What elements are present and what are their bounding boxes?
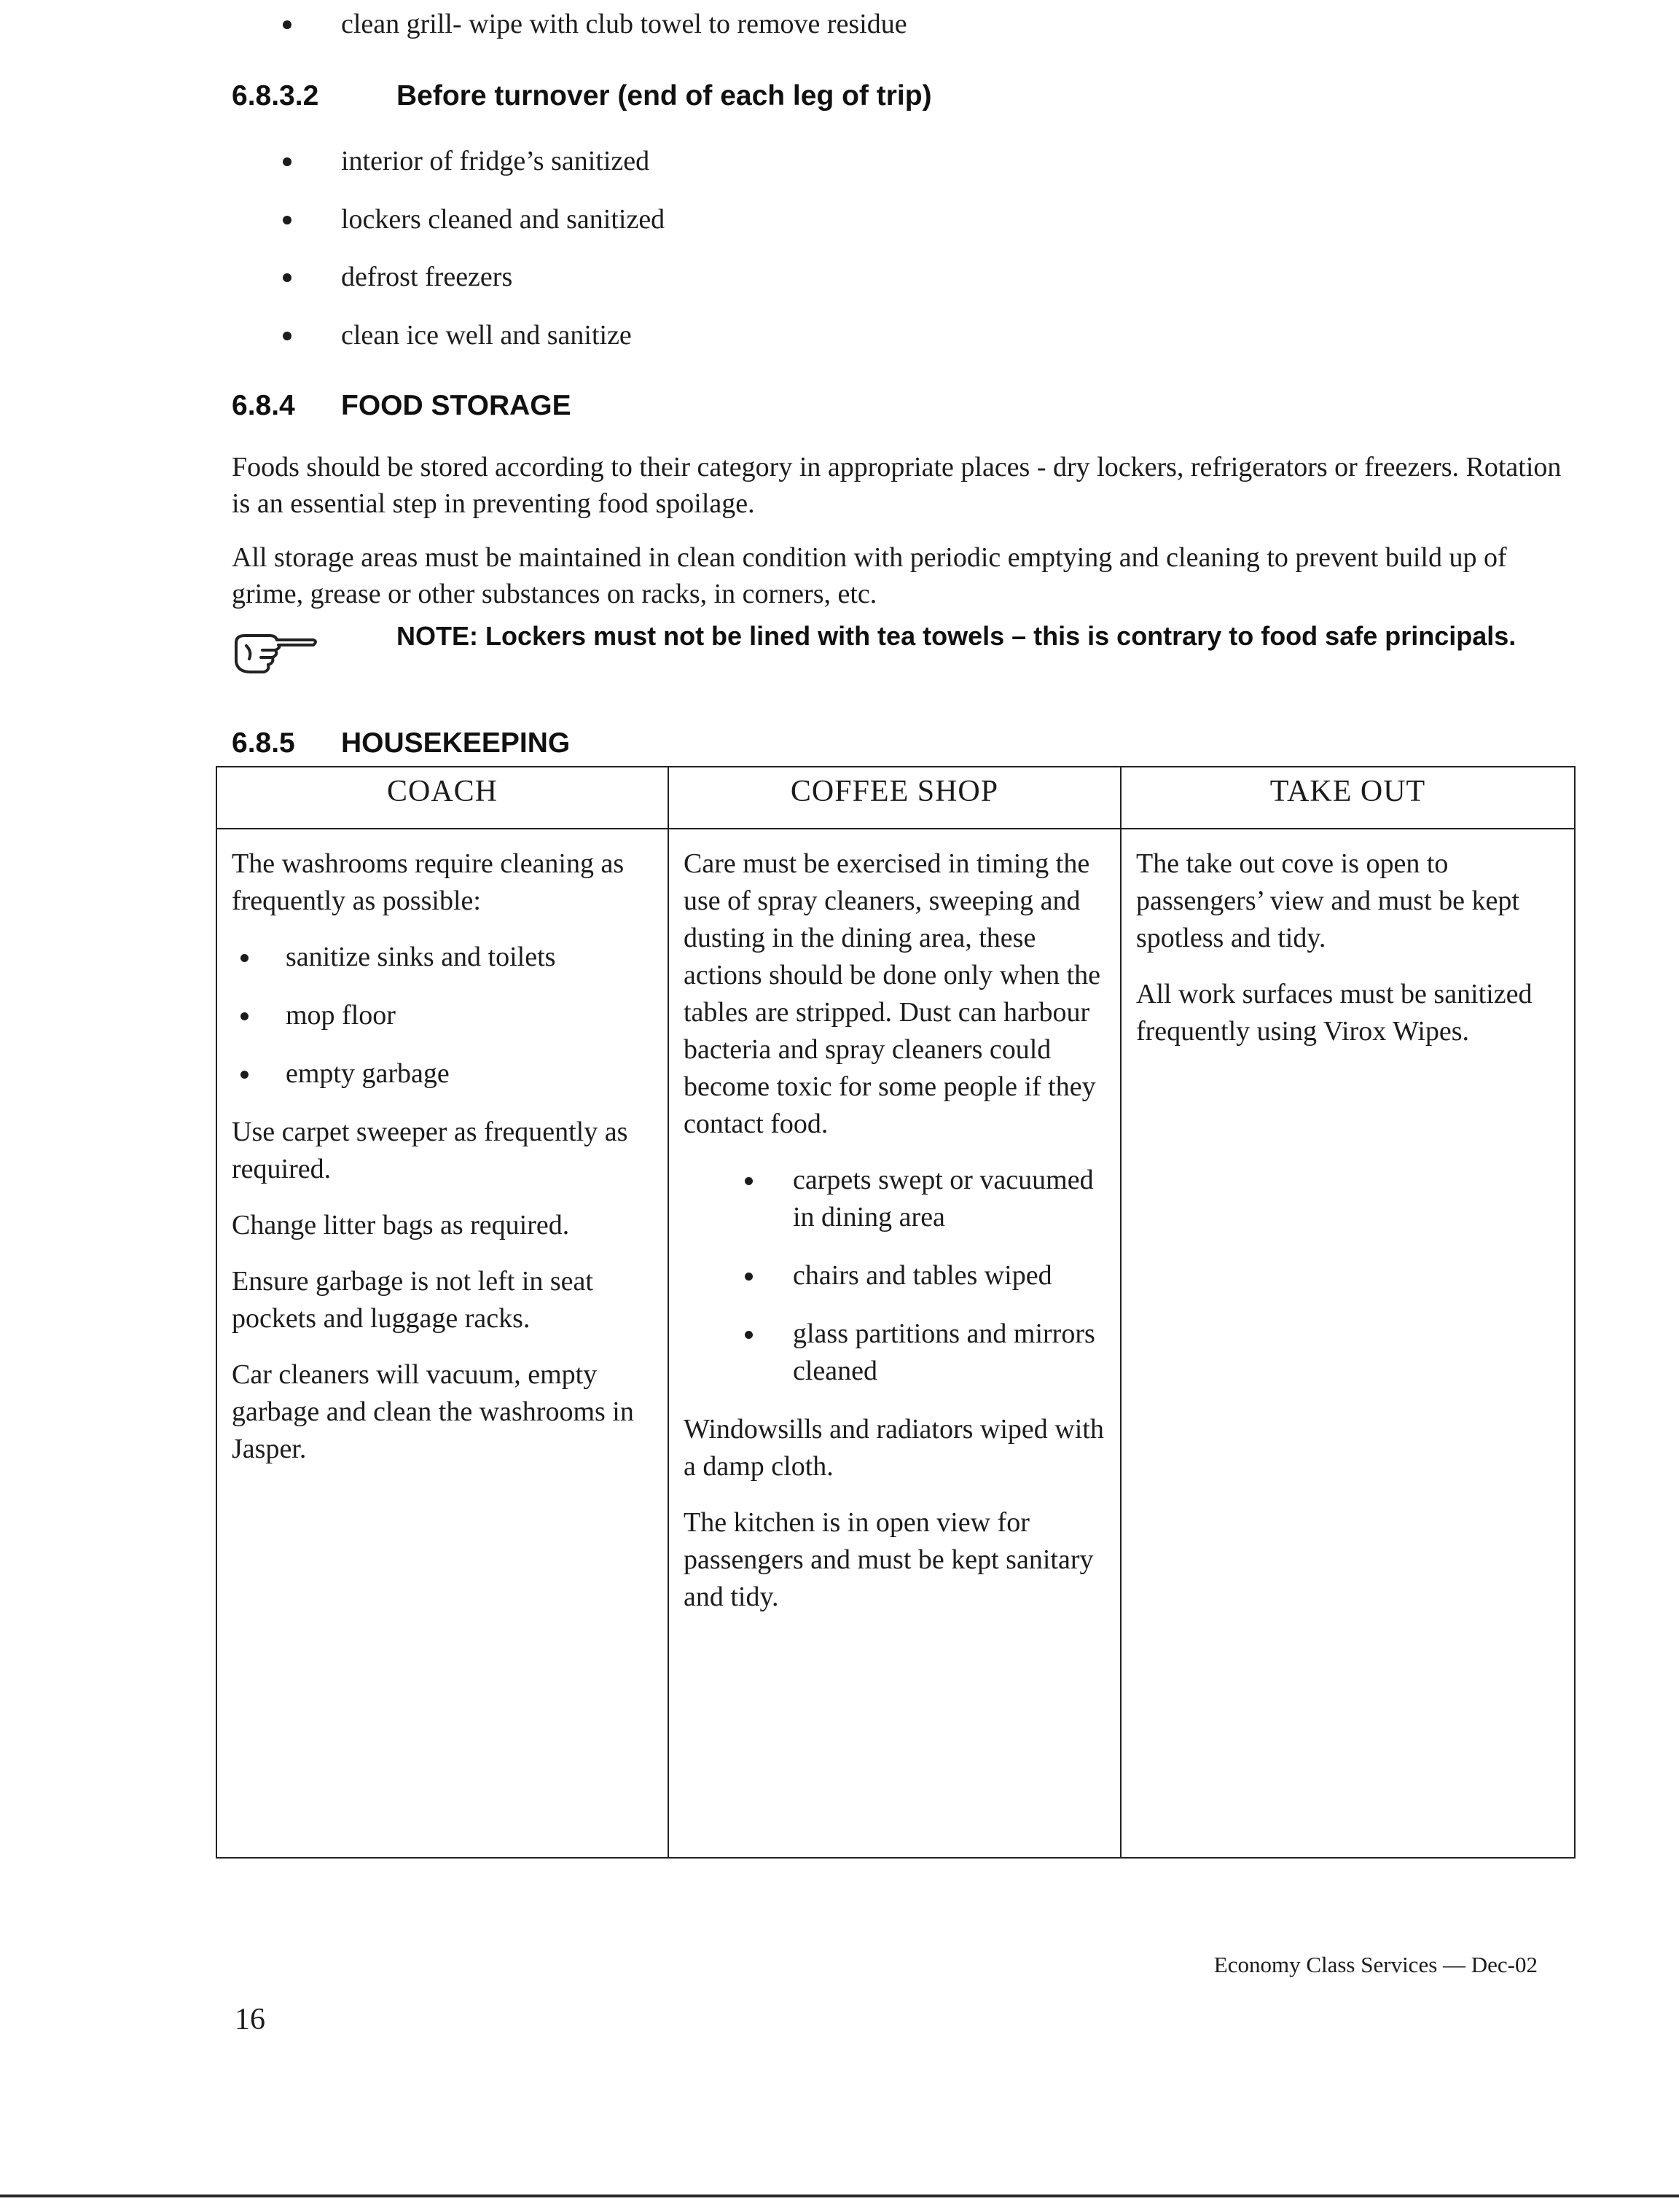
bullet-icon bbox=[283, 157, 291, 166]
coach-paragraph: Ensure garbage is not left in seat pockets and luggage racks. bbox=[232, 1266, 593, 1334]
note-text: NOTE: Lockers must not be lined with tea towels – this is contrary to food safe principals. bbox=[396, 621, 1516, 651]
paragraph bbox=[232, 539, 1565, 612]
bullet-icon bbox=[283, 273, 291, 282]
note-callout bbox=[232, 620, 1543, 700]
coach-cell bbox=[216, 829, 668, 1858]
section-number: 6.8.4 bbox=[232, 390, 295, 421]
take-out-cell bbox=[1121, 829, 1575, 1858]
take-out-paragraph: The take out cove is open to passengers’ view and must be kept spotless and tidy. bbox=[1136, 848, 1519, 953]
page-number: 16 bbox=[235, 2003, 265, 2036]
column-header-coach: COACH bbox=[216, 767, 668, 829]
coffee-paragraph: Windowsills and radiators wiped with a damp cloth. bbox=[684, 1414, 1104, 1482]
coffee-shop-cell bbox=[668, 829, 1121, 1858]
list-item: empty garbage bbox=[232, 1055, 653, 1093]
bullet-icon bbox=[283, 20, 291, 29]
table-row bbox=[216, 829, 1575, 1858]
section-number: 6.8.5 bbox=[232, 727, 295, 759]
footer-document-title: Economy Class Services — Dec-02 bbox=[1213, 1952, 1538, 1977]
paragraph bbox=[232, 449, 1565, 522]
list-item: glass partitions and mirrors cleaned bbox=[684, 1316, 1105, 1390]
coach-paragraph: Use carpet sweeper as frequently as required. bbox=[232, 1117, 628, 1184]
coach-list bbox=[232, 939, 653, 1093]
coffee-paragraph: The kitchen is in open view for passengers and must be kept sanitary and tidy. bbox=[684, 1507, 1094, 1612]
paragraph-text: Foods should be stored according to their category in appropriate places - dry lockers, refrigerators or freezers. Rotation is an essential step in preventing food spoilage. bbox=[232, 452, 1562, 519]
section-number: 6.8.3.2 bbox=[232, 80, 319, 112]
list-item: chairs and tables wiped bbox=[684, 1257, 1105, 1294]
paragraph-text: All storage areas must be maintained in clean condition with periodic emptying and cleaning to prevent build up of grime, grease or other substances on racks, in corners, etc. bbox=[232, 542, 1507, 609]
section-title: Before turnover (end of each leg of trip) bbox=[396, 80, 932, 112]
bullet-icon bbox=[283, 332, 291, 340]
list-item-text: lockers cleaned and sanitized bbox=[341, 204, 665, 235]
pointing-hand-icon bbox=[232, 627, 319, 678]
coffee-intro: Care must be exercised in timing the use of spray cleaners, sweeping and dusting in the dining area, these actions should be done only when the tables are stripped. Dust can harbour bacteria and spray cleaners could become toxic for some people if they contact food. bbox=[684, 848, 1101, 1139]
bullet-icon bbox=[283, 216, 291, 224]
list-item-text: interior of fridge’s sanitized bbox=[341, 146, 650, 176]
section-title: FOOD STORAGE bbox=[341, 390, 571, 421]
section-title: HOUSEKEEPING bbox=[341, 727, 571, 759]
table-header-row bbox=[216, 767, 1575, 829]
housekeeping-table bbox=[216, 766, 1576, 1859]
column-header-take-out: TAKE OUT bbox=[1121, 767, 1575, 829]
bottom-rule bbox=[0, 2195, 1679, 2197]
list-item: mop floor bbox=[232, 997, 653, 1034]
column-header-coffee-shop: COFFEE SHOP bbox=[668, 767, 1121, 829]
list-item-text: clean ice well and sanitize bbox=[341, 320, 632, 351]
take-out-paragraph: All work surfaces must be sanitized frequently using Virox Wipes. bbox=[1136, 979, 1533, 1047]
coach-paragraph: Car cleaners will vacuum, empty garbage and clean the washrooms in Jasper. bbox=[232, 1359, 634, 1464]
coach-intro: The washrooms require cleaning as frequently as possible: bbox=[232, 848, 625, 916]
list-item-text: defrost freezers bbox=[341, 262, 513, 292]
coach-paragraph: Change litter bags as required. bbox=[232, 1210, 570, 1240]
coffee-list bbox=[684, 1162, 1105, 1390]
list-item: carpets swept or vacuumed in dining area bbox=[684, 1162, 1105, 1236]
list-item-text: clean grill- wipe with club towel to remove residue bbox=[341, 9, 907, 39]
list-item: sanitize sinks and toilets bbox=[232, 939, 653, 976]
